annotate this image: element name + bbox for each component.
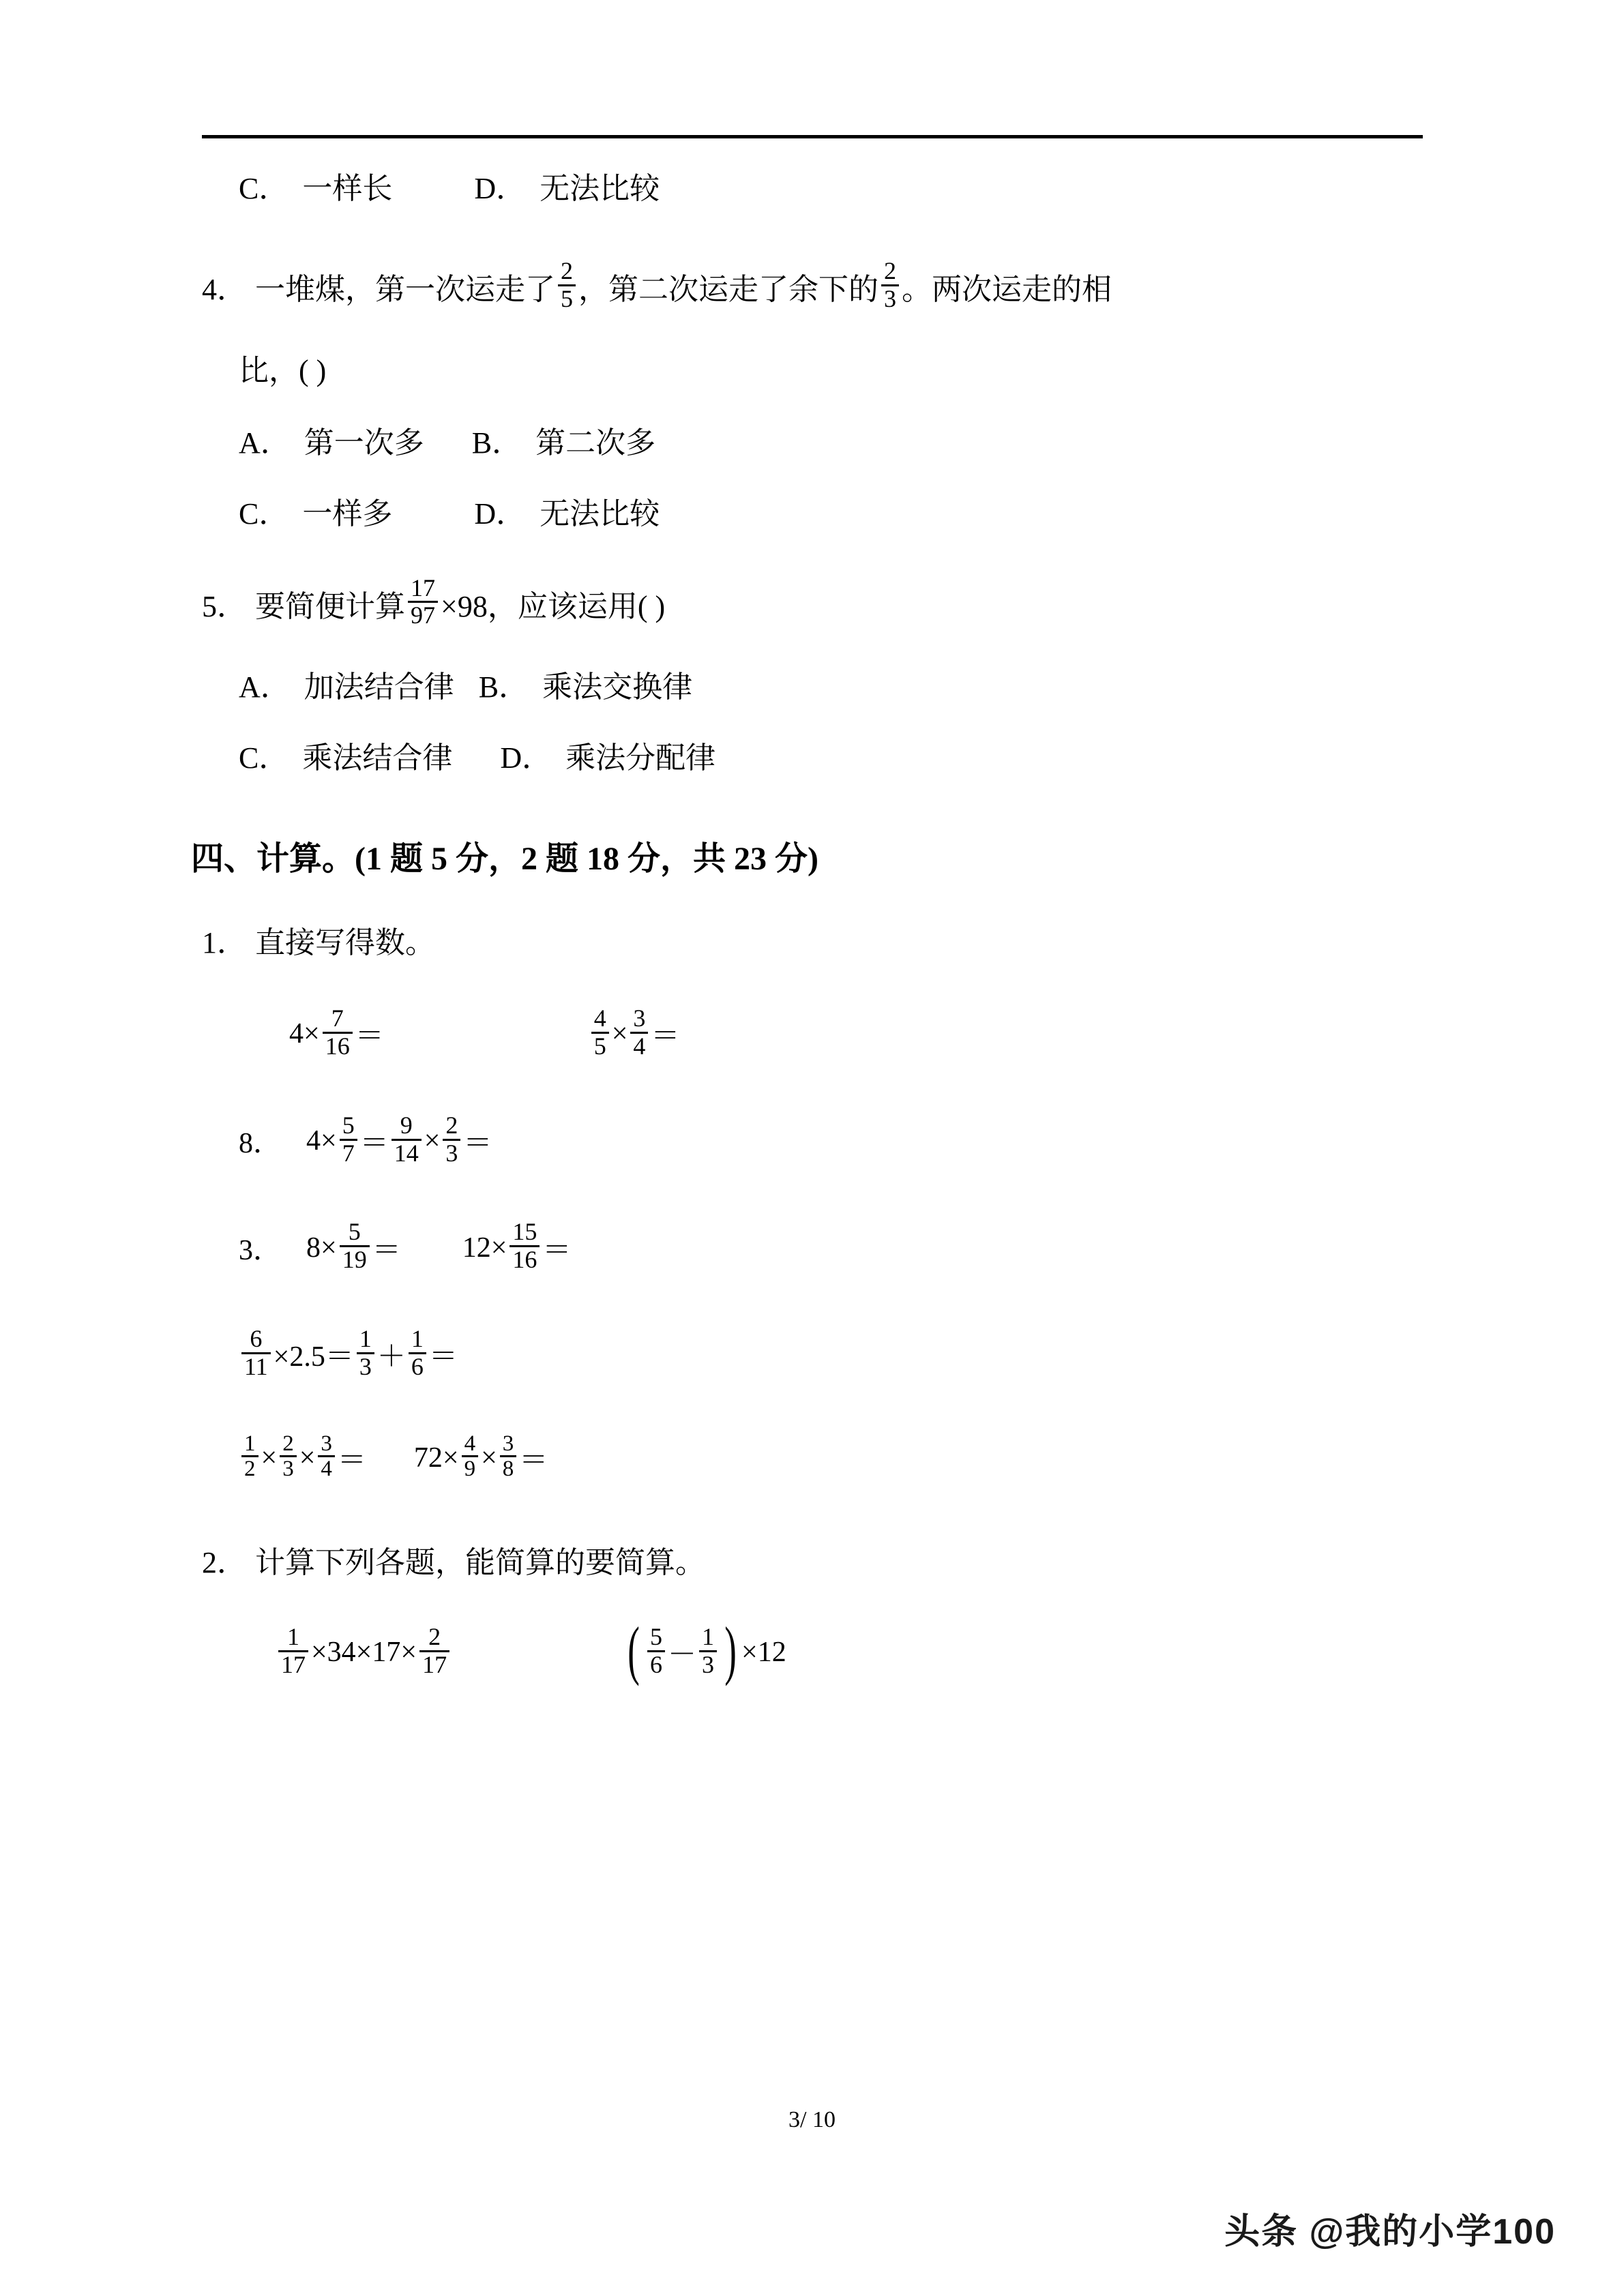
item-2-number: 2． <box>202 1545 247 1579</box>
fraction-3-4-b <box>318 1432 335 1481</box>
fraction-denominator: 19 <box>340 1245 370 1273</box>
fraction-denominator: 6 <box>409 1352 426 1380</box>
fraction-numerator: 1 <box>287 1622 299 1650</box>
item-2-expr1-mid: ×34×17× <box>311 1637 417 1669</box>
fraction-numerator: 5 <box>650 1622 663 1650</box>
fraction-1-3 <box>357 1326 374 1380</box>
row-5-times-2: × <box>299 1442 316 1474</box>
row-3-expr1-int: 8× <box>306 1232 337 1264</box>
fraction-numerator: 2 <box>561 257 573 284</box>
fraction-numerator: 3 <box>321 1431 332 1456</box>
fraction-5-6 <box>647 1624 665 1678</box>
fraction-denominator: 3 <box>443 1139 460 1167</box>
fraction-numerator: 2 <box>428 1622 441 1650</box>
q5-option-a-text: 加法结合律 <box>304 670 454 704</box>
fraction-denominator: 97 <box>408 601 438 629</box>
fraction-denominator: 6 <box>647 1650 665 1678</box>
fraction-numerator: 17 <box>411 573 435 601</box>
q4-option-c-text: 一样多 <box>302 496 393 531</box>
row-3-label: 3． <box>239 1234 282 1266</box>
fraction-denominator: 8 <box>500 1455 517 1481</box>
q5-option-c-text: 乘法结合律 <box>302 741 453 775</box>
row-5-equals-2: ＝ <box>519 1444 548 1476</box>
item-1-row-3 <box>202 1218 1430 1274</box>
fraction-denominator: 11 <box>241 1352 271 1380</box>
expr-4x7over16-int: 4× <box>289 1018 320 1050</box>
fraction-numerator: 15 <box>512 1218 537 1246</box>
fraction-3-4 <box>630 1006 648 1060</box>
fraction-6-11 <box>241 1326 271 1380</box>
fraction-denominator: 17 <box>278 1650 308 1678</box>
fraction-numerator: 7 <box>331 1004 344 1032</box>
row-5-times-3: × <box>481 1442 497 1474</box>
q4-option-d-label: D． <box>474 496 527 531</box>
fraction-2-3-c <box>280 1432 297 1481</box>
page-number: 3/ 10 <box>788 2107 836 2132</box>
fraction-17-97 <box>408 573 438 629</box>
row-5-expr2-int: 72× <box>413 1442 459 1474</box>
paren-close: ) <box>724 1613 737 1687</box>
question-5-line-1 <box>202 573 1430 631</box>
row-4-expr1-rest: ×2.5＝ <box>273 1341 354 1373</box>
fraction-numerator: 5 <box>342 1111 355 1139</box>
q3-option-d-text: 无法比较 <box>540 172 660 205</box>
item-1-row-4 <box>202 1324 1430 1382</box>
row-2-times: × <box>424 1125 441 1157</box>
row-4-equals: ＝ <box>428 1341 458 1373</box>
fraction-denominator: 3 <box>699 1650 717 1678</box>
fraction-1-2 <box>241 1432 259 1481</box>
q3-option-d-label: D． <box>474 172 527 205</box>
fraction-1-17 <box>278 1624 308 1678</box>
fraction-1-3-b <box>699 1624 717 1678</box>
question-4-line-2: 比，( ) <box>239 353 327 387</box>
fraction-15-16 <box>510 1219 540 1273</box>
question-4-text-a: 一堆煤，第一次运走了 <box>255 273 555 307</box>
row-2-label: 8． <box>239 1128 282 1160</box>
fraction-2-5 <box>558 258 576 312</box>
question-4-text-b: ，第二次运走了余下的 <box>578 273 879 307</box>
q5-option-d-label: D． <box>500 741 552 775</box>
question-5-text-b: ×98，应该运用( ) <box>441 589 666 623</box>
question-5-number: 5． <box>202 589 247 623</box>
fraction-denominator: 14 <box>392 1139 422 1167</box>
fraction-denominator: 4 <box>630 1032 648 1060</box>
row-2-int: 4× <box>306 1125 337 1157</box>
item-1-row-1 <box>202 1004 1430 1061</box>
fraction-3-8 <box>500 1432 517 1481</box>
q3-option-c-label: C． <box>239 172 289 205</box>
row-3-expr2-equals: ＝ <box>542 1234 572 1266</box>
q5-option-a-label: A． <box>239 670 291 704</box>
fraction-numerator: 6 <box>250 1324 263 1352</box>
fraction-denominator: 16 <box>510 1245 540 1273</box>
row-2-equals-2: ＝ <box>463 1128 492 1160</box>
expr-2-equals: ＝ <box>651 1021 680 1053</box>
fraction-denominator: 2 <box>241 1455 259 1481</box>
expr-1-equals: ＝ <box>355 1021 384 1053</box>
header-rule <box>202 135 1423 138</box>
q4-option-c-label: C． <box>239 496 289 531</box>
fraction-denominator: 5 <box>591 1032 609 1060</box>
fraction-denominator: 16 <box>323 1032 353 1060</box>
fraction-numerator: 1 <box>411 1324 424 1352</box>
question-4-number: 4． <box>202 273 247 307</box>
fraction-denominator: 5 <box>558 284 576 312</box>
expr-2-times: × <box>611 1018 628 1050</box>
fraction-2-17 <box>419 1624 449 1678</box>
fraction-2-3 <box>881 258 899 312</box>
fraction-denominator: 3 <box>881 284 899 312</box>
question-5-options-cd <box>202 743 1430 773</box>
q5-option-b-text: 乘法交换律 <box>542 670 693 704</box>
row-3-expr1-equals: ＝ <box>372 1234 401 1266</box>
item-1-text: 直接写得数。 <box>255 926 435 960</box>
question-4-text-c: 。两次运走的相 <box>902 273 1112 307</box>
item-1-prompt <box>202 928 1430 958</box>
q3-option-c-text: 一样长 <box>302 172 393 205</box>
fraction-1-6 <box>409 1326 426 1380</box>
fraction-numerator: 2 <box>884 257 896 284</box>
question-4-options-ab <box>202 428 1430 458</box>
item-1-number: 1． <box>202 926 247 960</box>
fraction-numerator: 1 <box>702 1622 715 1650</box>
row-5-equals-1: ＝ <box>337 1444 366 1476</box>
fraction-7-16 <box>323 1006 353 1060</box>
question-4-line-1 <box>202 257 1430 314</box>
fraction-9-14 <box>392 1113 422 1167</box>
item-2-expr2-tail: ×12 <box>741 1637 786 1669</box>
fraction-denominator: 7 <box>340 1139 357 1167</box>
question-4-options-cd <box>202 496 1430 531</box>
item-2-expressions <box>202 1613 1430 1687</box>
item-1-row-5 <box>202 1433 1430 1482</box>
fraction-numerator: 2 <box>445 1111 458 1139</box>
q4-option-a-text: 第一次多 <box>304 426 424 460</box>
q4-option-d-text: 无法比较 <box>540 496 660 531</box>
fraction-numerator: 9 <box>400 1111 413 1139</box>
fraction-denominator: 4 <box>318 1455 335 1481</box>
item-1-row-2 <box>202 1111 1430 1168</box>
fraction-5-7 <box>340 1113 357 1167</box>
item-2-expr2-minus: － <box>668 1639 697 1671</box>
watermark: 头条 @我的小学100 <box>1224 2212 1556 2252</box>
question-5-text-a: 要简便计算 <box>255 589 405 623</box>
fraction-numerator: 1 <box>244 1431 256 1456</box>
row-3-expr2-int: 12× <box>462 1232 507 1264</box>
fraction-denominator: 17 <box>419 1650 449 1678</box>
q4-option-b-label: B． <box>471 426 522 460</box>
fraction-numerator: 4 <box>464 1431 476 1456</box>
fraction-numerator: 3 <box>633 1004 646 1032</box>
fraction-numerator: 4 <box>593 1004 606 1032</box>
paren-open: ( <box>628 1613 640 1687</box>
row-2-equals-1: ＝ <box>359 1128 389 1160</box>
fraction-4-9 <box>462 1432 479 1481</box>
fraction-5-19 <box>340 1219 370 1273</box>
question-5-options-ab <box>202 672 1430 702</box>
fraction-denominator: 3 <box>280 1455 297 1481</box>
q4-option-b-text: 第二次多 <box>535 426 656 460</box>
q4-option-a-label: A． <box>239 426 291 460</box>
fraction-numerator: 1 <box>359 1324 372 1352</box>
fraction-denominator: 9 <box>462 1455 479 1481</box>
fraction-numerator: 3 <box>502 1431 514 1456</box>
item-2-prompt <box>202 1545 1430 1579</box>
fraction-2-3-b <box>443 1113 460 1167</box>
row-5-times-1: × <box>261 1442 278 1474</box>
fraction-denominator: 3 <box>357 1352 374 1380</box>
section-four-heading: 四、计算。(1 题 5 分，2 题 18 分，共 23 分) <box>191 841 818 878</box>
fraction-4-5 <box>591 1006 609 1060</box>
fraction-numerator: 5 <box>348 1218 361 1246</box>
fraction-numerator: 2 <box>282 1431 294 1456</box>
q5-option-d-text: 乘法分配律 <box>565 741 716 775</box>
item-2-text: 计算下列各题，能简算的要简算。 <box>255 1545 705 1579</box>
question-3-options-cd <box>202 174 1430 204</box>
q5-option-c-label: C． <box>239 741 289 775</box>
page-content <box>191 172 1430 1687</box>
q5-option-b-label: B． <box>478 670 529 704</box>
row-4-plus: ＋ <box>377 1341 406 1373</box>
